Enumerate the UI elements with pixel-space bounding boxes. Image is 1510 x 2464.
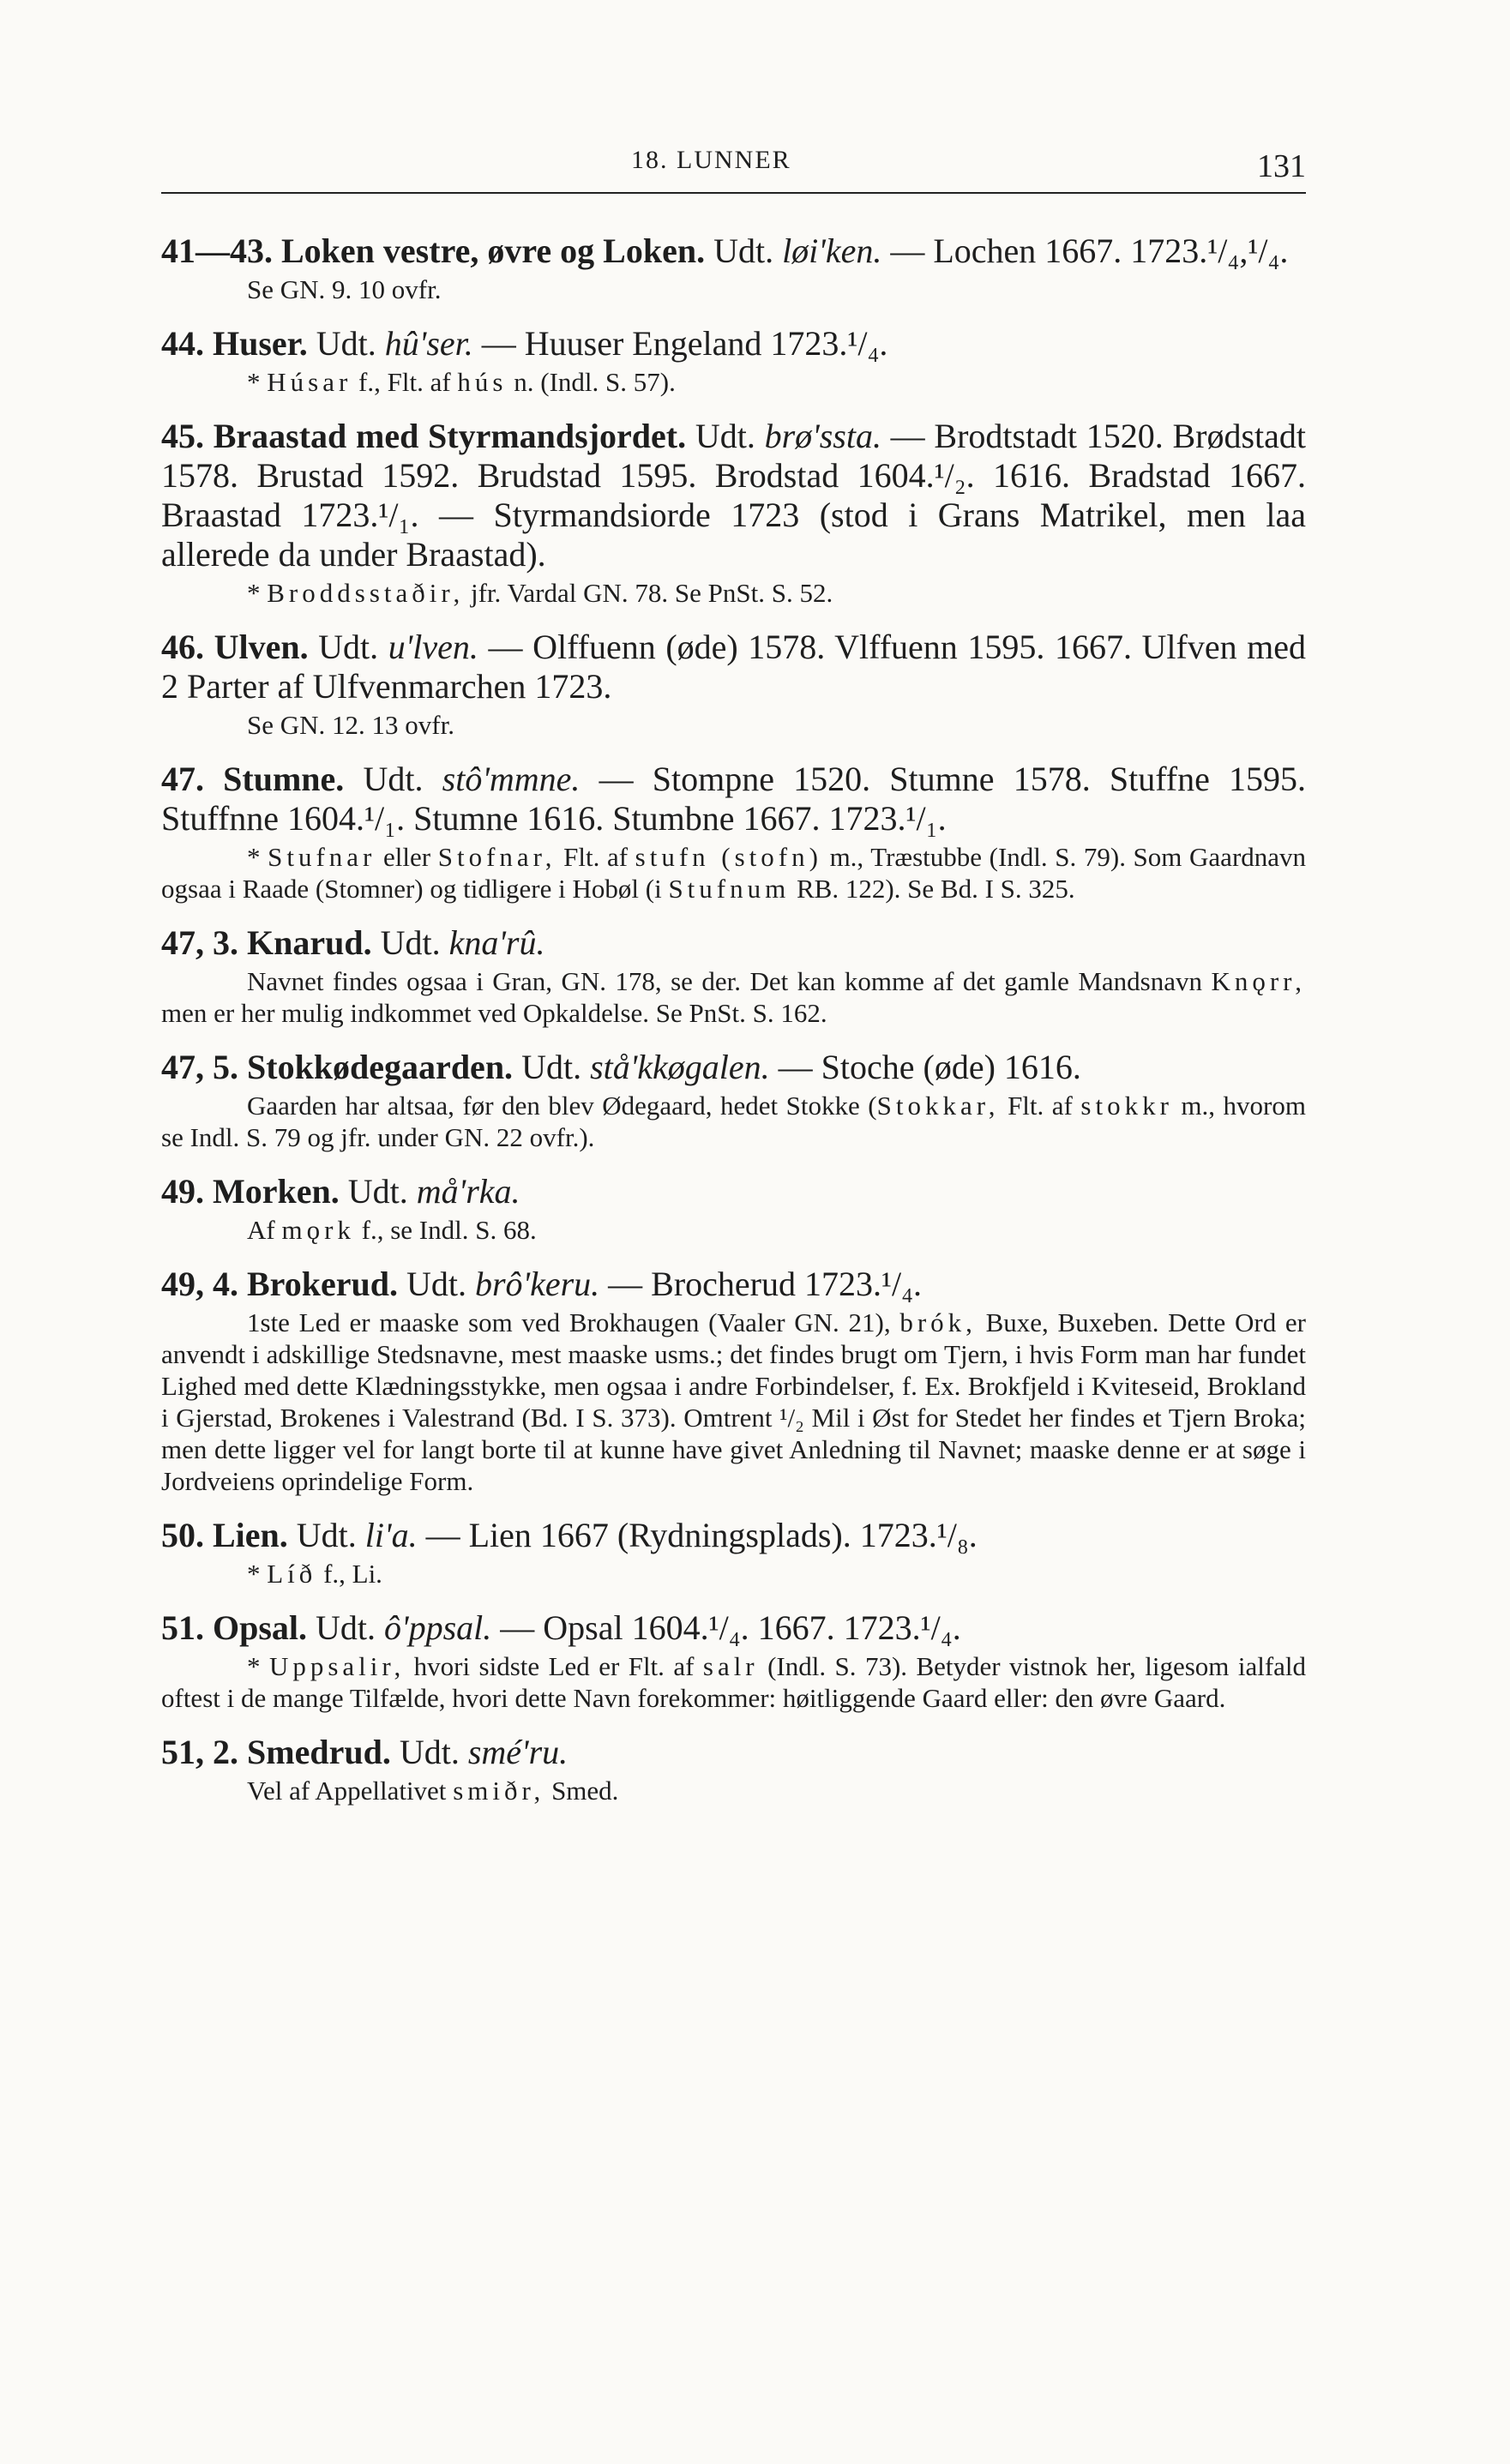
entry-41-43 [161,231,1306,305]
note-text: f., Li. [323,1559,382,1589]
note-text: Navnet findes ogsaa i Gran, GN. 178, se der. Det kan komme af det gamle Mandsnavn [247,966,1202,996]
pronunciation: kna'rû. [448,923,545,962]
udt-label: Udt. [695,417,755,455]
old-norse-form: Stufnum [668,874,791,904]
entry-49 [161,1172,1306,1246]
note-text: n. (Indl. S. 57). [514,367,676,397]
entry-heading [161,324,1306,364]
udt-label: Udt. [380,923,441,962]
entry-number: 51. [161,1608,204,1647]
udt-label: Udt. [316,324,376,363]
note-text: hvori sidste Led er Flt. af [413,1651,695,1681]
entry-44 [161,324,1306,398]
old-norse-form: smiðr, [453,1776,545,1806]
pronunciation: li'a. [364,1516,418,1554]
historical-forms: — Lien 1667 (Rydningsplads). 1723.¹/₈. [425,1516,978,1554]
farm-name: Stumne. [223,760,345,798]
entry-note [161,1775,1306,1806]
entry-number: 45. [161,417,204,455]
running-header [161,137,1306,192]
entry-number: 51, 2. [161,1733,238,1771]
note-text: RB. 122). Se Bd. I S. 325. [796,874,1075,904]
note-text: Se GN. 9. 10 ovfr. [247,274,442,304]
farm-name: Braastad med Styrmandsjordet. [213,417,687,455]
old-norse-form: stokkr [1080,1091,1173,1121]
udt-label: Udt. [316,1608,376,1647]
pronunciation: ô'ppsal. [384,1608,492,1647]
note-text: 1ste Led er maaske som ved Brokhaugen (Vaaler GN. 21), [247,1307,891,1337]
old-norse-form: Stofnar, [437,842,556,872]
note-text: Flt. af [1008,1091,1073,1121]
note-text: men er her mulig indkommet ved Opkaldelse. Se PnSt. S. 162. [161,998,827,1028]
note-text: Vel af Appellativet [247,1776,447,1806]
pronunciation: må'rka. [416,1172,520,1211]
historical-forms: — Olffuenn (øde) 1578. Vlffuenn 1595. 1667. Ulfven med 2 Parter af Ulfvenmarchen 1723. [161,628,1307,706]
entry-number: 47, 5. [161,1048,238,1086]
udt-label: Udt. [521,1048,582,1086]
farm-name: Ulven. [214,628,309,666]
old-norse-form: Broddsstaðir, [267,578,465,608]
entry-47-3 [161,923,1306,1029]
entries [161,231,1306,1806]
entry-51 [161,1608,1306,1714]
entry-number: 50. [161,1516,204,1554]
udt-label: Udt. [347,1172,408,1211]
entry-45 [161,417,1306,609]
entry-note [161,965,1306,1029]
entry-heading [161,1172,1306,1211]
entry-47 [161,760,1306,904]
old-norse-form: Uppsalir, [268,1651,406,1681]
entry-heading [161,628,1306,706]
entry-47-5 [161,1048,1306,1153]
entry-number: 47. [161,760,204,798]
udt-label: Udt. [399,1733,460,1771]
entry-49-4 [161,1265,1306,1497]
note-text: Se GN. 12. 13 ovfr. [247,710,454,740]
historical-forms: — Stoche (øde) 1616. [778,1048,1081,1086]
historical-forms: — Opsal 1604.¹/₄. 1667. 1723.¹/₄. [500,1608,961,1647]
pronunciation: brô'keru. [474,1265,600,1303]
entry-note [161,577,1306,609]
entry-heading [161,1265,1306,1304]
udt-label: Udt. [318,628,379,666]
historical-forms: — Brocherud 1723.¹/₄. [608,1265,923,1303]
pronunciation: smé'ru. [467,1733,569,1771]
farm-name: Morken. [213,1172,340,1211]
entry-51-2 [161,1733,1306,1806]
farm-name: Huser. [213,324,308,363]
entry-note [161,1090,1306,1153]
entry-heading [161,1733,1306,1772]
old-norse-form: Knǫrr, [1211,966,1306,996]
udt-label: Udt. [713,231,774,270]
note-text: * [247,842,261,872]
farm-name: Opsal. [213,1608,308,1647]
historical-forms: — Huuser Engeland 1723.¹/₄. [481,324,888,363]
entry-heading [161,1048,1306,1087]
entry-number: 44. [161,324,204,363]
old-norse-form: salr [702,1651,759,1681]
entry-note [161,1307,1306,1497]
pronunciation: løi'ken. [782,231,882,270]
pronunciation: hû'ser. [384,324,473,363]
historical-forms: — Brodtstadt 1520. Brødstadt 1578. Brustad 1592. Brudstad 1595. Brodstad 1604.¹/₂. 1616. Bradstad 1667. Braastad 1723.¹/₁. — Styrmandsiorde 1723 (stod i Grans Matrikel, men laa allerede da under Braastad). [161,417,1307,574]
entry-46 [161,628,1306,741]
note-text: Flt. af [563,842,629,872]
pronunciation: stô'mmne. [442,760,581,798]
entry-note [161,366,1306,398]
note-text: * [247,1651,261,1681]
entry-heading [161,760,1306,838]
note-text: f., se Indl. S. 68. [361,1215,537,1245]
note-text: eller [383,842,431,872]
entry-note [161,1650,1306,1714]
farm-name: Brokerud. [247,1265,398,1303]
historical-forms: — Lochen 1667. 1723.¹/₄,¹/₄. [890,231,1289,270]
farm-name: Smedrud. [247,1733,391,1771]
header-rule [161,192,1306,194]
entry-heading [161,923,1306,963]
old-norse-form: Stokkar, [876,1091,1000,1121]
old-norse-form: mǫrk [281,1215,355,1245]
entry-number: 46. [161,628,204,666]
udt-label: Udt. [363,760,424,798]
old-norse-form: stufn (stofn) [635,842,822,872]
entry-note [161,1214,1306,1246]
farm-name: Knarud. [247,923,372,962]
entry-note [161,273,1306,305]
book-page [161,137,1306,1806]
old-norse-form: Líð [267,1559,317,1589]
note-text: jfr. Vardal GN. 78. Se PnSt. S. 52. [470,578,833,608]
entry-number: 47, 3. [161,923,238,962]
old-norse-form: hús [457,367,508,397]
note-text: Smed. [551,1776,619,1806]
udt-label: Udt. [406,1265,466,1303]
udt-label: Udt. [296,1516,357,1554]
entry-note [161,709,1306,741]
entry-heading [161,1516,1306,1555]
farm-name: Lien. [213,1516,288,1554]
chapter-title: 18. LUNNER [631,146,791,174]
pronunciation: stå'kkøgalen. [590,1048,770,1086]
entry-50 [161,1516,1306,1590]
note-text: Af [247,1215,275,1245]
note-text: (Indl. S. 73). Betyder vistnok her, ligesom ialfald oftest i de mange Tilfælde, hvori dette Navn forekommer: høitliggende Gaard eller: den øvre Gaard. [161,1651,1307,1713]
farm-name: Stokkødegaarden. [247,1048,514,1086]
note-text: m., Træstubbe (Indl. S. 79). Som Gaardnavn ogsaa i Raade (Stomner) og tidligere i Hobøl (i [161,842,1307,904]
historical-forms: — Stompne 1520. Stumne 1578. Stuffne 1595. Stuffnne 1604.¹/₁. Stumne 1616. Stumbne 1667. 1723.¹/₁. [161,760,1307,838]
pronunciation: brø'ssta. [764,417,881,455]
entry-number: 49, 4. [161,1265,238,1303]
old-norse-form: Húsar [267,367,352,397]
farm-name: Loken vestre, øvre og Loken. [281,231,706,270]
note-text: Buxe, Buxeben. Dette Ord er anvendt i adskillige Stedsnavne, mest maaske usms.; det findes brugt om Tjern, i hvis Form man har fundet Lighed med dette Klædningsstykke, men ogsaa i andre Forbindelser, f. Ex. Brokfjeld i Kviteseid, Brokland i Gjerstad, Brokenes i Valestrand (Bd. I S. 373). Omtrent ¹/₂ Mil i Øst for Stedet her findes et Tjern Broka; men dette ligger vel for langt borte til at kunne have givet Anledning til Navnet; maaske denne er at søge i Jordveiens oprindelige Form. [161,1307,1307,1496]
entry-note [161,1558,1306,1590]
note-text: * [247,367,261,397]
note-text: f., Flt. af [358,367,451,397]
entry-heading [161,231,1306,271]
page-number: 131 [1257,148,1306,184]
note-text: m., hvorom se Indl. S. 79 og jfr. under GN. 22 ovfr.). [161,1091,1306,1152]
note-text: * [247,578,261,608]
note-text: * [247,1559,261,1589]
entry-heading [161,417,1306,574]
entry-heading [161,1608,1306,1648]
old-norse-form: Stufnar [268,842,376,872]
entry-note [161,841,1306,904]
entry-number: 41—43. [161,231,273,270]
pronunciation: u'lven. [388,628,478,666]
entry-number: 49. [161,1172,204,1211]
note-text: Gaarden har altsaa, før den blev Ødegaard, hedet Stokke ( [247,1091,877,1121]
old-norse-form: brók, [899,1307,977,1337]
